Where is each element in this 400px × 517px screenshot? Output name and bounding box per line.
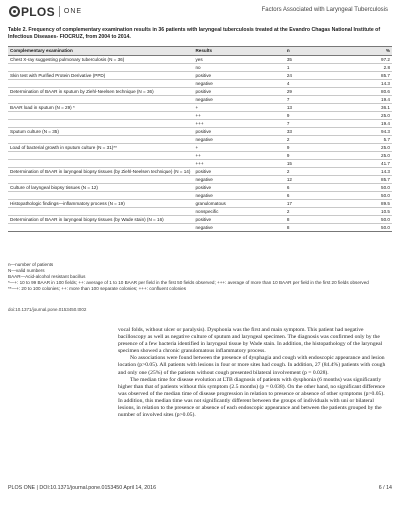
table-cell: yes (193, 56, 284, 64)
table-row (8, 127, 392, 135)
table-cell: 24 (285, 71, 348, 79)
table-cell (8, 111, 193, 119)
plos-one-logo (9, 5, 82, 18)
table-cell: Skin test with Purified Protein Derivative (PPD) (8, 71, 193, 79)
table-cell: 25.0 (348, 143, 392, 151)
table-cell: 2 (285, 207, 348, 215)
table-cell: Load of bacterial growth in sputum culture (N = 31)** (8, 143, 193, 151)
table-footnotes (8, 262, 392, 292)
table-cell: 9 (285, 143, 348, 151)
table-row (8, 63, 392, 71)
table-row (8, 183, 392, 191)
table-cell: 80.6 (348, 87, 392, 95)
plos-logo-icon (9, 6, 20, 17)
table-cell: nonspecific (193, 207, 284, 215)
table-cell: ++ (193, 111, 284, 119)
table-cell: 12 (285, 175, 348, 183)
table-cell: positive (193, 183, 284, 191)
logo-subtext: ONE (63, 8, 83, 15)
table-cell: 8 (285, 223, 348, 231)
table-cell: + (193, 103, 284, 111)
table-cell (8, 175, 193, 183)
table-cell: negative (193, 135, 284, 143)
table-cell: 2.8 (348, 63, 392, 71)
column-header: n (285, 47, 348, 56)
table-cell: 1 (285, 63, 348, 71)
table-cell: 10.5 (348, 207, 392, 215)
table-row (8, 199, 392, 207)
table-cell: Sputum culture (N = 35) (8, 127, 193, 135)
table-cell: negative (193, 175, 284, 183)
table-cell: 9 (285, 111, 348, 119)
table-cell: Chest X-ray suggesting pulmonary tuberculosis (N = 36) (8, 56, 193, 64)
table-cell: no (193, 63, 284, 71)
table-cell: 25.0 (348, 151, 392, 159)
table-cell: positive (193, 71, 284, 79)
table-cell (8, 63, 193, 71)
table-cell: 36.1 (348, 103, 392, 111)
table-cell: negative (193, 223, 284, 231)
table-cell: positive (193, 87, 284, 95)
table-row (8, 159, 392, 167)
results-table (8, 46, 392, 232)
table-row (8, 79, 392, 87)
footnote: BAAR—Acid-alcohol resistant bacillus (8, 274, 86, 280)
article-body (118, 327, 388, 419)
table-cell: 50.0 (348, 223, 392, 231)
table-cell: ++ (193, 151, 284, 159)
table-cell: 2 (285, 167, 348, 175)
page-number: 6 / 14 (378, 485, 392, 491)
footnote: *—+: 10 to 99 BAAR in 100 fields; ++: average of 1 to 10 BAAR per field in the first 50 fields observed; +++: average of more than 10 BAAR per field in the first 20 fields observed (8, 280, 369, 286)
table-row (8, 111, 392, 119)
table-row (8, 95, 392, 103)
table-cell (8, 79, 193, 87)
table-cell: 94.3 (348, 127, 392, 135)
column-header: Complementary examination (8, 47, 193, 56)
table-cell: 15 (285, 159, 348, 167)
table-caption: Table 2. Frequency of complementary examination results in 36 patients with laryngeal tuberculosis treated at the Evandro Chagas National Institute of Infectious Diseases- FIOCRUZ, from 2004 to 2014. (8, 27, 381, 40)
table-cell (8, 223, 193, 231)
table-cell (8, 95, 193, 103)
table-cell: 5.7 (348, 135, 392, 143)
table-cell: negative (193, 95, 284, 103)
table-cell: granulomatous (193, 199, 284, 207)
table-cell: 85.7 (348, 175, 392, 183)
table-row (8, 151, 392, 159)
table-row (8, 207, 392, 215)
table-cell: 35 (285, 56, 348, 64)
table-header-row (8, 47, 392, 56)
table-cell: 4 (285, 79, 348, 87)
logo-text: PLOS (21, 4, 55, 19)
table-cell: 6 (285, 183, 348, 191)
table-cell: +++ (193, 159, 284, 167)
table-cell (8, 135, 193, 143)
table-cell: 50.0 (348, 215, 392, 223)
table-cell: BAAR load in sputum (N = 29) * (8, 103, 193, 111)
table-row (8, 135, 392, 143)
table-cell: 50.0 (348, 183, 392, 191)
table-cell: 25.0 (348, 111, 392, 119)
table-cell (8, 159, 193, 167)
footnote: **—+: 20 to 100 colonies; ++: more than 100 separate colonies; +++: confluent colonies (8, 286, 186, 292)
table-cell: 17 (285, 199, 348, 207)
table-cell: 2 (285, 135, 348, 143)
body-paragraph: vocal folds, without ulcer or paralysis). Dysphonia was the first and main symptom. This patient had negative bacilloscopy as well as negative culture of sputum and laryngeal specimen. The diagnosis was confirmed only by the presence of a few bacteria identified in laryngeal tissue by Wade stain. In addition, the histopathology of the laryngeal specimen showed a chronic granulomatous inflammatory process. (118, 327, 383, 355)
table-cell: 33 (285, 127, 348, 135)
table-row (8, 103, 392, 111)
table-cell: 85.7 (348, 71, 392, 79)
body-paragraph: The median time for disease evolution at LTB diagnosis of patients with dysphonia (6 months) was significantly higher than that of patients without this symptom (2.5 months) (p = 0.038). On the other hand, no significant difference was observed of the median time of disease progression in relation to presence or absence of other symptoms (p>0.05). In addition, this median time was not significantly different between the groups of individuals with uni or bilateral lesions, in relation to the presence or absence of each endoscopic appearance and between the patients grouped by the number of involved sites (p>0.05). (118, 376, 385, 419)
column-header: Results (193, 47, 284, 56)
table-cell (8, 207, 193, 215)
table-cell: 19.4 (348, 95, 392, 103)
table-body (8, 56, 392, 232)
table-cell: Determination of BAAR in laryngeal biopsy tissues (by Wade stain) (N = 16) (8, 215, 193, 223)
table-cell: negative (193, 79, 284, 87)
table-cell: 50.0 (348, 191, 392, 199)
footer-citation: PLOS ONE | DOI:10.1371/journal.pone.0153450 April 14, 2016 (8, 485, 157, 491)
table-cell (8, 151, 193, 159)
table-row (8, 215, 392, 223)
table-cell: positive (193, 127, 284, 135)
table-cell: 14.3 (348, 167, 392, 175)
table-cell: + (193, 143, 284, 151)
table-cell (8, 119, 193, 127)
table-cell: 29 (285, 87, 348, 95)
table-cell (8, 191, 193, 199)
table-cell: negative (193, 191, 284, 199)
table-cell: Determination of BAAR in laryngeal biopsy tissues (by Ziehl-Neelsen technique) (N = 14) (8, 167, 193, 175)
table-row (8, 143, 392, 151)
table-cell: 14.3 (348, 79, 392, 87)
table-cell: Histopathologic findings—inflammatory process (N = 19) (8, 199, 193, 207)
table-cell: positive (193, 215, 284, 223)
table-cell: 89.5 (348, 199, 392, 207)
table-cell: Culture of laryngeal biopsy tissues (N = 12) (8, 183, 193, 191)
table-row (8, 87, 392, 95)
footnote: n—number of patients (8, 262, 54, 267)
table-cell: 7 (285, 119, 348, 127)
table-row (8, 175, 392, 183)
table-row (8, 56, 392, 64)
table-cell: 7 (285, 95, 348, 103)
column-header: % (348, 47, 392, 56)
footnote: N—valid numbers (8, 268, 45, 274)
table-row (8, 167, 392, 175)
page-header (0, 0, 400, 22)
logo-divider (59, 6, 60, 17)
body-paragraph: No associations were found between the presence of dysphagia and cough with endoscopic appearance and lesion location (p>0.05). All patients with lesions in four or more sites had cough. In addition, 27 (84.4%) patients with cough and only one (25%) of the patients without cough presented bilateral involvement (p = 0.028). (118, 355, 386, 376)
table-cell: +++ (193, 119, 284, 127)
table-row (8, 223, 392, 231)
table-cell: 8 (285, 215, 348, 223)
table-cell: Determination of BAAR in sputum by Ziehl-Neelsen technique (N = 36) (8, 87, 193, 95)
running-title: Factors Associated with Laryngeal Tuberculosis (261, 7, 388, 13)
table-cell: 6 (285, 191, 348, 199)
table-cell: 97.2 (348, 56, 392, 64)
table-cell: 19.4 (348, 119, 392, 127)
table-cell: 13 (285, 103, 348, 111)
table-row (8, 119, 392, 127)
table-cell: 41.7 (348, 159, 392, 167)
table-row (8, 71, 392, 79)
table-row (8, 191, 392, 199)
table-cell: positive (193, 167, 284, 175)
table-cell: 9 (285, 151, 348, 159)
table-doi-link[interactable]: doi:10.1371/journal.pone.0153450.t002 (8, 307, 87, 312)
